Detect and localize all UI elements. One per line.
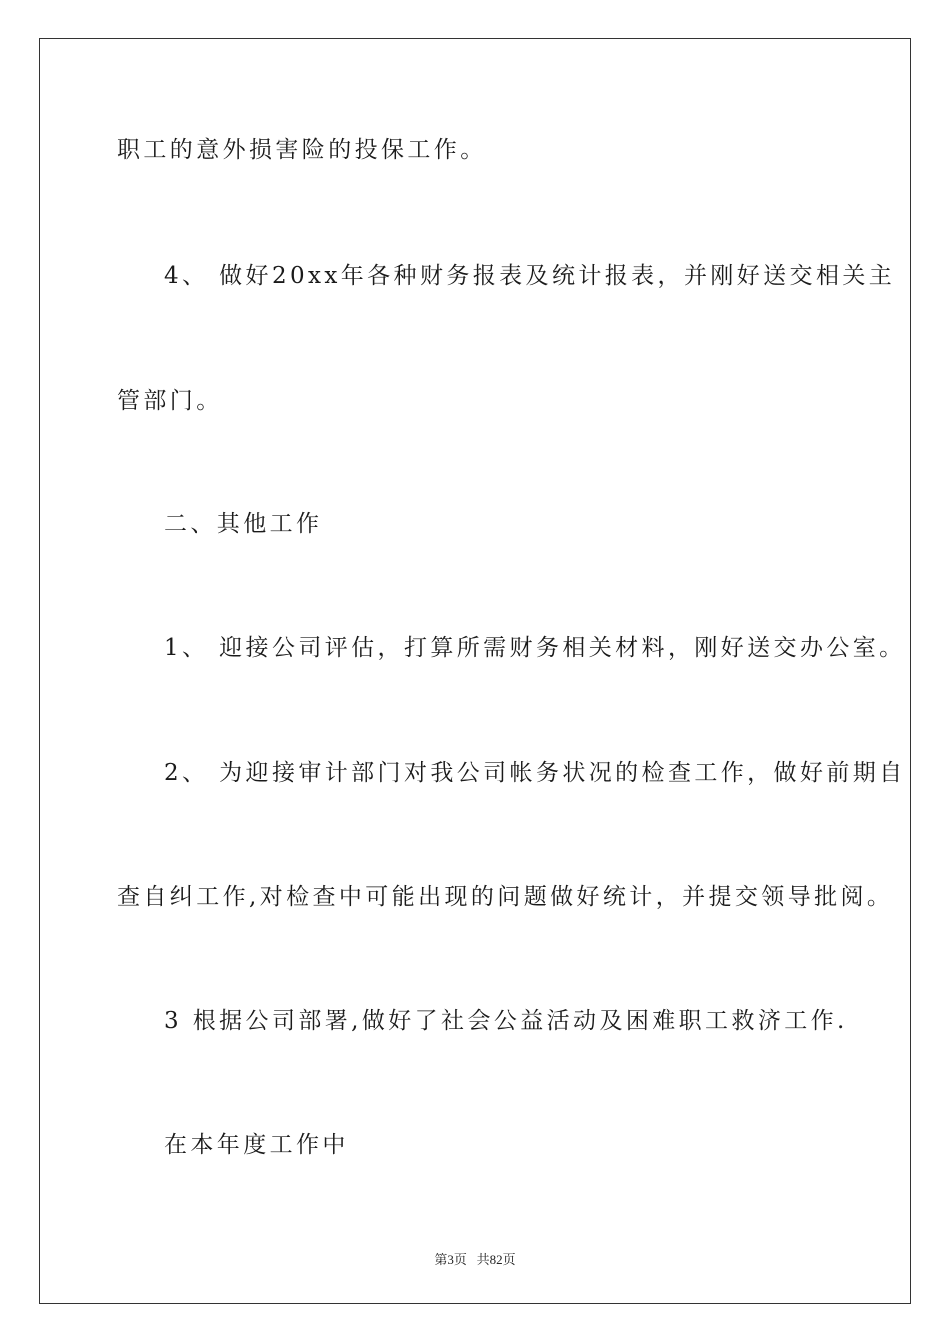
paragraph-line: 2、 为迎接审计部门对我公司帐务状况的检查工作，做好前期自	[164, 760, 906, 786]
total-pages: 共82页	[476, 1252, 516, 1267]
page-number: 第3页	[434, 1252, 467, 1267]
paragraph-line: 3 根据公司部署,做好了社会公益活动及困难职工救济工作.	[164, 1008, 848, 1034]
paragraph-line: 管部门。	[117, 388, 223, 414]
page-border	[39, 38, 911, 1304]
paragraph-line: 查自纠工作,对检查中可能出现的问题做好统计，并提交领导批阅。	[117, 884, 894, 910]
section-heading: 二、其他工作	[164, 511, 323, 537]
paragraph-line: 在本年度工作中	[164, 1132, 349, 1158]
paragraph-line: 1、 迎接公司评估，打算所需财务相关材料，刚好送交办公室。	[164, 635, 906, 661]
page-footer	[0, 1249, 950, 1268]
paragraph-line: 4、 做好20xx年各种财务报表及统计报表，并刚好送交相关主	[164, 263, 896, 289]
paragraph-line: 职工的意外损害险的投保工作。	[117, 137, 487, 163]
